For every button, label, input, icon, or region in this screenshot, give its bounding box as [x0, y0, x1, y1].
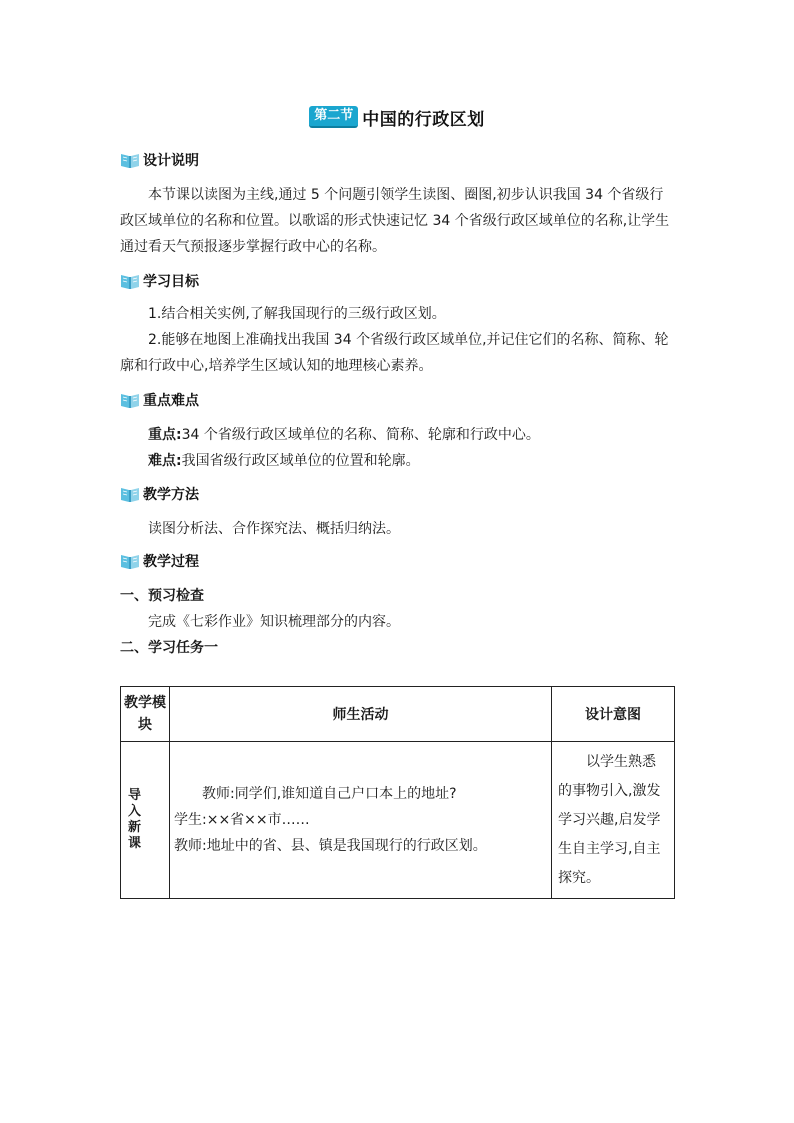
table-row [121, 742, 675, 899]
methods-body: 读图分析法、合作探究法、概括归纳法。 [148, 521, 400, 537]
key-point-line [148, 425, 540, 445]
difficulty-label: 难点: [148, 453, 182, 469]
step2-title: 二、学习任务一 [120, 640, 218, 656]
cell-module [121, 742, 170, 899]
objective-item-2: 2.能够在地图上准确找出我国 34 个省级行政区域单位,并记住它们的名称、简称、轮廓和行政中心,培养学生区域认知的地理核心素养。 [120, 332, 669, 374]
heading-methods [120, 483, 199, 505]
heading-text: 教学方法 [143, 487, 199, 503]
key-label: 重点: [148, 427, 182, 443]
table-header-row [121, 687, 675, 742]
objective-item-1: 1.结合相关实例,了解我国现行的三级行政区划。 [148, 306, 446, 322]
activity-line-3: 教师:地址中的省、县、镇是我国现行的行政区划。 [174, 838, 487, 854]
cell-intent [552, 742, 675, 899]
heading-process [120, 550, 199, 572]
difficulty-line [148, 451, 420, 471]
difficulty-text: 我国省级行政区域单位的位置和轮廓。 [181, 453, 420, 469]
section-badge: 第二节 [309, 106, 358, 128]
module-label: 导入新课 [128, 788, 142, 851]
header-activity: 师生活动 [170, 687, 552, 742]
step1-title: 一、预习检查 [120, 588, 204, 604]
heading-key-points [120, 389, 199, 411]
heading-text: 设计说明 [143, 153, 199, 169]
book-icon [120, 272, 140, 290]
page-title [0, 104, 794, 130]
step1-body: 完成《七彩作业》知识梳理部分的内容。 [148, 614, 400, 630]
activity-line-1: 教师:同学们,谁知道自己户口本上的地址? [202, 786, 457, 802]
design-note-body: 本节课以读图为主线,通过 5 个问题引领学生读图、圈图,初步认识我国 34 个省级行政区域单位的名称和位置。以歌谣的形式快速记忆 34 个省级行政区域单位的名称,让学生通过看天气预报逐步掌握行政中心的名称。 [120, 187, 670, 255]
activity-line-2: 学生:××省××市…… [174, 812, 310, 828]
heading-design-note [120, 149, 199, 171]
heading-text: 教学过程 [143, 554, 199, 570]
book-icon [120, 552, 140, 570]
title-text: 中国的行政区划 [362, 109, 485, 130]
book-icon [120, 151, 140, 169]
book-icon [120, 391, 140, 409]
header-module: 教学模块 [121, 687, 170, 742]
lesson-table [120, 686, 675, 899]
book-icon [120, 485, 140, 503]
heading-text: 重点难点 [143, 393, 199, 409]
header-intent: 设计意图 [552, 687, 675, 742]
cell-activity [170, 742, 552, 899]
key-text: 34 个省级行政区域单位的名称、简称、轮廓和行政中心。 [181, 427, 540, 443]
heading-objectives [120, 270, 199, 292]
heading-text: 学习目标 [143, 274, 199, 290]
intent-text: 以学生熟悉的事物引入,激发学习兴趣,启发学生自主学习,自主探究。 [558, 753, 661, 886]
